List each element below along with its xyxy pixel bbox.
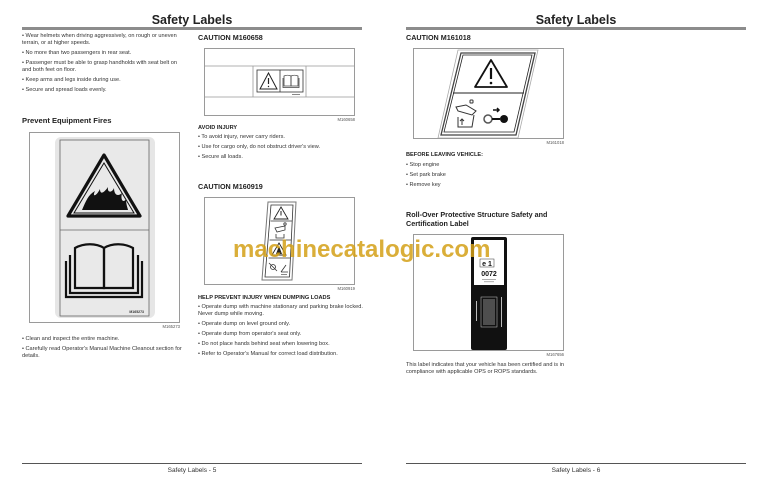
bullet-item: • Operate dump on level ground only. — [198, 320, 291, 327]
caution-m160658-figure — [204, 48, 355, 116]
bullet-item: • Remove key — [406, 182, 441, 189]
bullet-item: • Do not place hands behind seat when lowering box. — [198, 341, 330, 348]
caution-subheading: AVOID INJURY — [198, 125, 238, 131]
caution-subheading: BEFORE LEAVING VEHICLE: — [406, 152, 483, 158]
figure-code: M165273 — [162, 324, 180, 329]
bullet-item: • To avoid injury, never carry riders. — [198, 134, 285, 140]
caution-heading: CAUTION M160919 — [198, 182, 263, 191]
right-page — [384, 0, 768, 497]
page-title: Safety Labels — [151, 13, 233, 27]
page-footer: Safety Labels - 6 — [551, 467, 601, 474]
caution-1-bullets — [198, 134, 363, 165]
caution-2-bullets — [198, 304, 363, 362]
bullet-item: • Refer to Operator's Manual for correct load distribution. — [198, 351, 338, 358]
bullet-item: • Keep arms and legs inside during use. — [22, 76, 121, 83]
bullet-item: • Carefully read Operator's Manual Machine Cleanout section for details. — [22, 346, 182, 359]
figure-code: M161018 — [546, 140, 564, 145]
fires-bullets — [22, 336, 182, 363]
section-heading: Roll-Over Protective Structure Safety and Certification Label — [406, 210, 548, 228]
section-heading: Prevent Equipment Fires — [22, 116, 112, 125]
rops-description — [406, 362, 571, 375]
page-footer: Safety Labels - 5 — [167, 467, 217, 474]
inner-label-code: M165273 — [129, 310, 144, 314]
intro-bullets — [22, 33, 182, 97]
caution-3-bullets — [406, 162, 566, 193]
bullet-item: • Operate dump with machine stationary and parking brake locked. Never dump while moving. — [198, 304, 363, 317]
caution-m160919-figure — [204, 197, 355, 285]
figure-code: M160919 — [337, 286, 355, 291]
figure-code: M167656 — [546, 352, 564, 357]
caution-m161018-figure — [413, 48, 564, 139]
bullet-item: • Secure all loads. — [198, 154, 243, 161]
watermark: machinecatalogic.com — [233, 236, 491, 263]
title-rule — [22, 27, 362, 30]
title-rule — [406, 27, 746, 30]
caution-heading: CAUTION M160658 — [198, 33, 263, 42]
caution-subheading: HELP PREVENT INJURY WHEN DUMPING LOADS — [198, 295, 331, 301]
description-text: This label indicates that your vehicle has been certified and is in compliance with applicable OPS or ROPS standards. — [406, 362, 564, 375]
bullet-item: • Secure and spread loads evenly. — [22, 86, 107, 93]
caution-heading: CAUTION M161018 — [406, 33, 471, 42]
label-e1: e 1 — [482, 261, 492, 268]
figure-code: M160658 — [337, 117, 355, 122]
bullet-item: • Use for cargo only, do not obstruct driver's view. — [198, 144, 320, 151]
bullet-item: • Wear helmets when driving aggressively, on rough or uneven terrain, or at higher speeds. — [22, 33, 177, 46]
bullet-item: • Operate dump from operator's seat only. — [198, 330, 302, 337]
fire-label-figure — [29, 132, 180, 323]
bullet-item: • Clean and inspect the entire machine. — [22, 336, 120, 342]
footer-rule — [406, 463, 746, 464]
bullet-item: • Passenger must be able to grasp handholds with seat belt on and both feet on floor. — [22, 59, 177, 73]
bullet-item: • Stop engine — [406, 162, 440, 168]
page-title: Safety Labels — [535, 13, 617, 27]
bullet-item: • No more than two passengers in rear seat. — [22, 49, 132, 56]
footer-rule — [22, 463, 362, 464]
label-0072: 0072 — [481, 271, 497, 278]
rops-label-figure — [413, 234, 564, 351]
bullet-item: • Set park brake — [406, 172, 446, 179]
